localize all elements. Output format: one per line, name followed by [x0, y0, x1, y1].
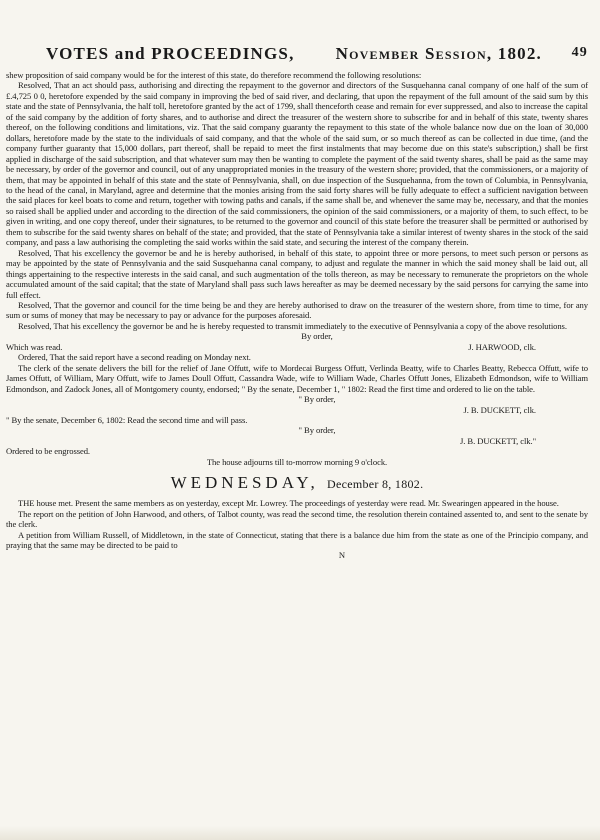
resolution-3: Resolved, That the governor and council for the time being be and they are hereby authorised to draw on the treasurer of the western shore, from time to time, for any sum or sums of money that may be necessary to pay or advance for the purposes aforesaid.	[6, 299, 588, 321]
page-body	[6, 70, 588, 561]
resolution-2: Resolved, That his excellency the governor be and he is hereby authorised, in behalf of this state, to appoint three or more persons, to meet such person or persons as may be appointed by the state of Pennsylvania and the said Susquehanna canal company, to adjust and regulate the manner in which the said money shall be laid out, all things appertaining to the respective interests in the said canal, and such augmentation of the tolls thereon, as may be necessary to remunerate the proprietors on the whole accumulated amount of the said capital; that the state of Maryland shall pass such laws hereafter as may be deemed necessary by the said persons for carrying the same into full effect.	[6, 247, 588, 300]
signature-line-1	[6, 342, 588, 352]
order-second-reading: Ordered, That the said report have a second reading on Monday next.	[18, 352, 251, 363]
clerk-signature-duckett-1: J. B. DUCKETT, clk.	[463, 404, 536, 415]
page-bottom-edge	[0, 826, 600, 840]
by-order-3: " By order,	[298, 425, 336, 436]
by-order-1: By order,	[301, 331, 333, 342]
relief-bill-paragraph: The clerk of the senate delivers the bill for the relief of Jane Offutt, wife to Mordecai Burgess Offutt, Verlinda Beatty, wife to Charles Beatty, Rebecca Offutt, wife to James Offutt, of William, Mary Offutt, wife to James Doull Offutt, Cassandra Wade, wife to William Wade, Charles Offutt Jones, Elizabeth Edmondson, wife to William Edmondson, and Zadock Jones, all of Montgomery county, endorsed; " By the senate, December 1, " 1802: Read the first time and ordered to lie on the table.	[6, 362, 588, 394]
resolution-4: Resolved, That his excellency the governor be and he is hereby requested to transmit immediately to the executive of Pennsylvania a copy of the above resolutions.	[18, 320, 567, 331]
clerk-signature-harwood: J. HARWOOD, clk.	[468, 341, 536, 352]
which-was-read: Which was read.	[6, 341, 63, 352]
page-number: 49	[571, 45, 588, 60]
page-header	[0, 44, 600, 64]
header-title-left: VOTES and PROCEEDINGS,	[46, 44, 295, 63]
harwood-petition-report: The report on the petition of John Harwood, and others, of Talbot county, was read the second time, the resolution therein contained assented to, and sent to the senate by the clerk.	[6, 508, 588, 530]
header-title-right: November Session, 1802.	[335, 44, 542, 63]
russell-petition: A petition from William Russell, of Middletown, in the state of Connecticut, stating that there is a balance due him from the state as one of the Principio company, and praying that the same may be directed to be paid to	[6, 529, 588, 551]
clerk-signature-duckett-2: J. B. DUCKETT, clk."	[460, 435, 536, 446]
paragraph-continuation: shew proposition of said company would be for the interest of this state, do therefore recommend the following resolutions:	[6, 70, 422, 80]
house-adjourns: The house adjourns till to-morrow morning 9 o'clock.	[206, 456, 388, 467]
signature-mark: N	[338, 550, 346, 561]
day-heading-date: December 8, 1802.	[327, 477, 424, 492]
by-order-2: " By order,	[298, 394, 336, 405]
day-heading	[6, 474, 588, 493]
ordered-engrossed: Ordered to be engrossed.	[6, 446, 90, 457]
day-heading-weekday: WEDNESDAY,	[170, 473, 319, 493]
house-met-paragraph: THE house met. Present the same members as on yesterday, except Mr. Lowrey. The proceedings of yesterday were read. Mr. Swearingen appeared in the house.	[18, 498, 559, 509]
resolution-1: Resolved, That an act should pass, authorising and directing the repayment to the governor and directors of the Susquehanna canal company of one half of the sum of £.4,725 0 0, heretofore expended by the said company in improving the bed of said river, and declaring, that upon the repayment of the full amount of the said sum by this state and the state of Pennsylvania, the half toll, heretofore granted by the act of 1799, shall thenceforth cease and remain for ever suppressed, and also to increase the capital of the said company by the addition of forty shares, and to authorise and direct the treasurer of the western shore to subscribe for and in behalf of this state, twenty shares thereof, on the following conditions and limitations, viz. That the said company guaranty the repayment to this state of the whole balance now due on the loan of 30,000 dollars, heretofore made by the state to the individuals of said company, and that the whole of the said sum, or so much thereof as can be collected in due time, (and the company further guaranty that 15,000 dollars, part thereof, shall be repaid to meet the first instalments that may become due on this state's subscription,) shall be first applied in discharge of the said subscription, and that whatever sum may then be wanting to complete the payment of the said twenty shares, shall be paid as the same may be necessary, by order of the governor and council, out of any unappropriated monies in the treasury of the western shore; provided, that the commissioners, or a majority of them, that may be appointed in behalf of this state and the state of Pennsylvania, shall, on due inspection of the Susquehanna, from the town of Columbia, in Pennsylvania, to the head of the canal, in Maryland, agree and determine that the monies arising from the said forty shares will be fully adequate to effect a sufficient navigation between the said places for keel boats to come and return, together with towing paths and canals, if the same shall be, and whenever the same may be, necessary, and that the monies so raised shall be applied under and according to the direction of the said commissioners, the opinion of the said commissioners, or a majority of them, to such effect, to be given in writing, and one copy thereof, under their signatures, to be returned to the governor and council of this state before the treasurer shall be permitted or authorised by them to subscribe for the said twenty shares on behalf of the state; and provided, that the state of Pennsylvania take a similar interest of twenty shares in the stock of the said company, and pass a law authorising the completing the said works within the said state, and securing the interest of the company therein.	[6, 80, 588, 248]
senate-second-reading: " By the senate, December 6, 1802: Read the second time and will pass.	[6, 414, 248, 425]
